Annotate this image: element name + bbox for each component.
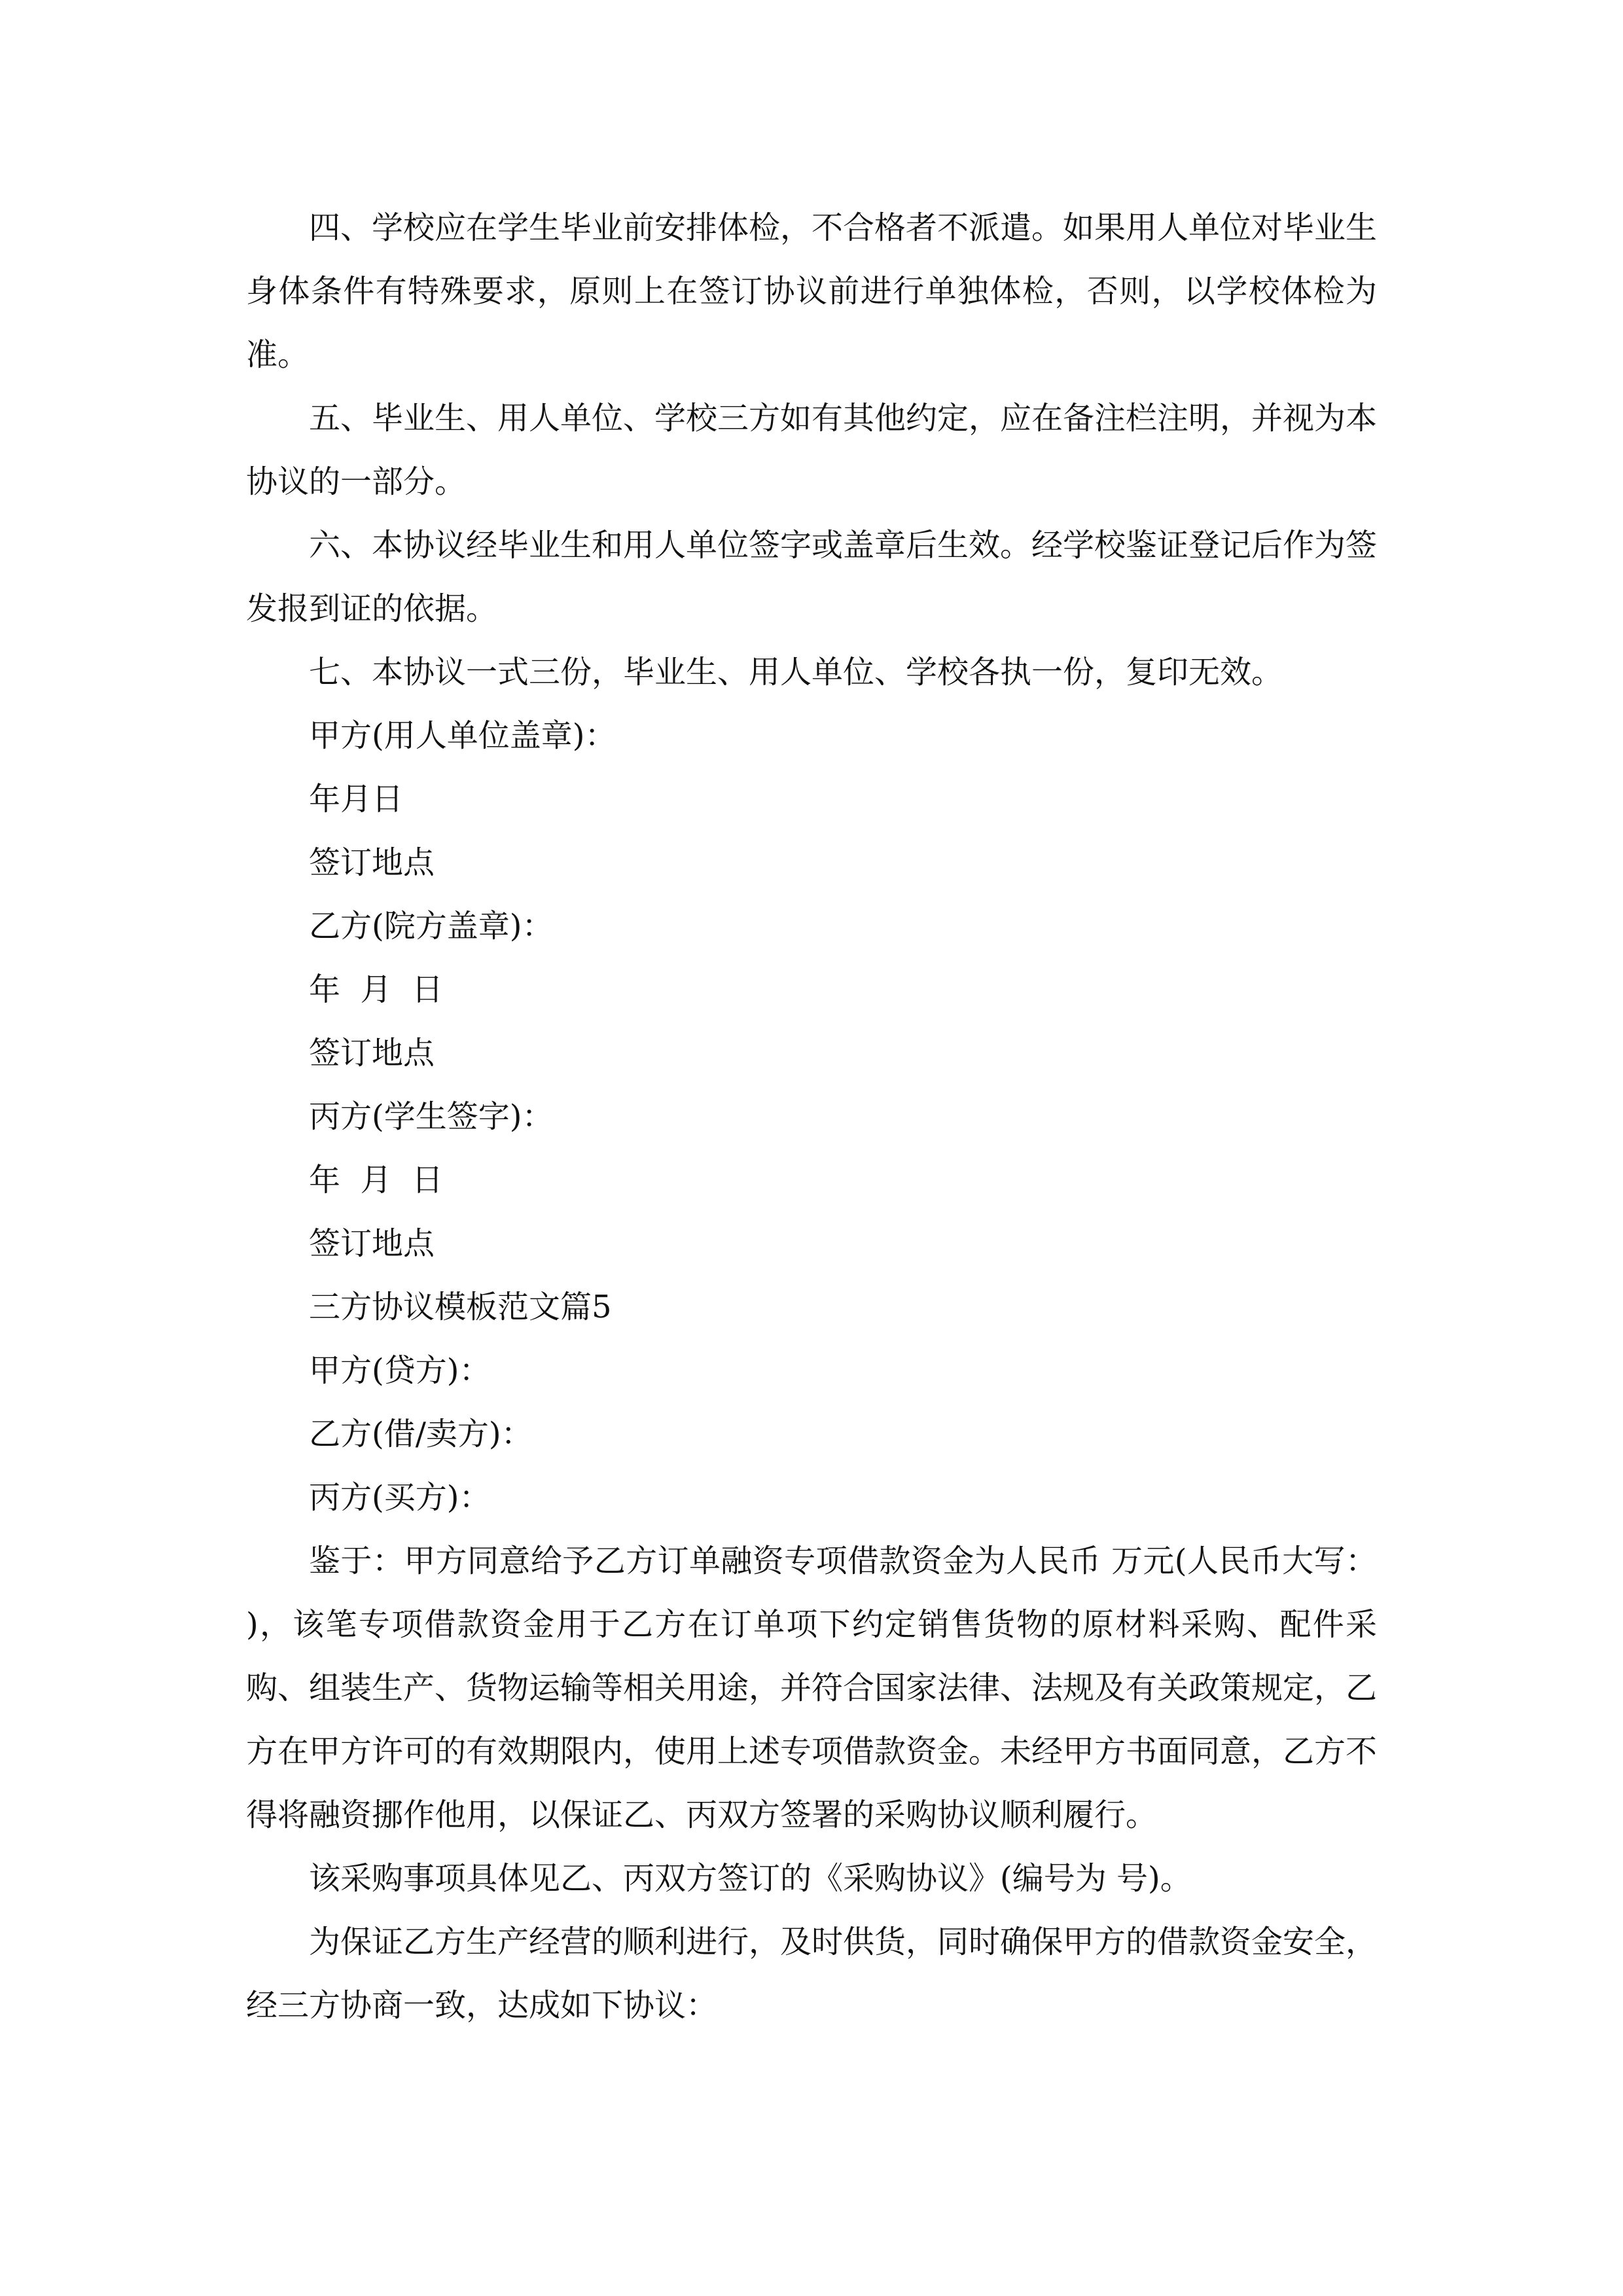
party-a-seal-label: 甲方(用人单位盖章)： [309, 717, 616, 754]
clause-6: 六、本协议经毕业生和用人单位签字或盖章后生效。经学校鉴证登记后作为签发报到证的依据。 [246, 527, 1378, 627]
party-a-place-line: 签订地点 [309, 844, 435, 881]
purchase-reference-paragraph: 该采购事项具体见乙、丙双方签订的《采购协议》(编号为 号)。 [309, 1860, 1192, 1897]
party-lender: 甲方(贷方)： [309, 1352, 491, 1389]
section-title: 三方协议模板范文篇5 [309, 1289, 612, 1325]
clause-5: 五、毕业生、用人单位、学校三方如有其他约定，应在备注栏注明，并视为本协议的一部分。 [246, 400, 1378, 500]
agreement-intro-paragraph: 为保证乙方生产经营的顺利进行，及时供货，同时确保甲方的借款资金安全，经三方协商一致，达成如下协议： [246, 1924, 1378, 2024]
party-buyer: 丙方(买方)： [309, 1479, 491, 1516]
recital-paragraph: 鉴于：甲方同意给予乙方订单融资专项借款资金为人民币 万元(人民币大写： )，该笔专项借款资金用于乙方在订单项下约定销售货物的原材料采购、配件采购、组装生产、货物运输等相关用途，并符合国家法律、法规及有关政策规定，乙方在甲方许可的有效期限内，使用上述专项借款资金。未经甲方书面同意，乙方不得将融资挪作他用，以保证乙、丙双方签署的采购协议顺利履行。 [246, 1543, 1378, 1833]
document-body [246, 196, 1377, 2037]
party-borrower-seller: 乙方(借/卖方)： [309, 1416, 533, 1452]
party-c-place-line: 签订地点 [309, 1225, 435, 1262]
party-a-date-line: 年月日 [309, 781, 404, 817]
clause-4: 四、学校应在学生毕业前安排体检，不合格者不派遣。如果用人单位对毕业生身体条件有特殊要求，原则上在签订协议前进行单独体检，否则，以学校体检为准。 [246, 209, 1378, 373]
party-b-place-line: 签订地点 [309, 1035, 435, 1071]
clause-7: 七、本协议一式三份，毕业生、用人单位、学校各执一份，复印无效。 [309, 654, 1283, 691]
party-b-seal-label: 乙方(院方盖章)： [309, 908, 554, 944]
party-c-sign-label: 丙方(学生签字)： [309, 1098, 554, 1135]
party-c-date-line: 年 月 日 [309, 1162, 444, 1198]
party-b-date-line: 年 月 日 [309, 971, 444, 1008]
